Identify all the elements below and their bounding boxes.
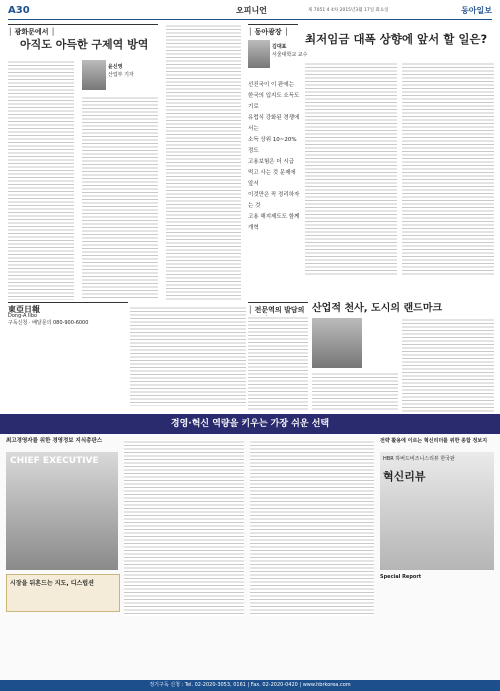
ad-banner[interactable]: 경영·혁신 역량을 키우는 가장 쉬운 선택	[0, 414, 500, 434]
publisher-sub: Dong-A Ilbo	[8, 313, 38, 319]
article-text	[248, 316, 308, 412]
article-text	[402, 62, 494, 276]
article-text	[82, 96, 158, 300]
ad-left-head: 최고경영자를 위한 경영정보 지식총판스	[6, 438, 103, 444]
column-tag: │ 광화문에서 │	[8, 24, 158, 37]
section-title: 오피니언	[236, 6, 267, 15]
article-text	[166, 24, 241, 300]
quote-line: 먹고 사는 것 문제에 앞서	[248, 170, 296, 187]
magazine-sub: HBR 하버드비즈니스리뷰 한국판	[383, 456, 455, 462]
magazine-cover[interactable]	[6, 452, 118, 570]
newspaper-logo: 동아일보	[461, 6, 492, 15]
quote-line: 선진국이 이 판에는	[248, 82, 295, 88]
article-photo	[312, 318, 362, 368]
ad-footer: 정기구독 신청 : Tel. 02-2020-3053, 0161 | Fax. 02-2020-0420 | www.hbrkorea.com	[149, 682, 351, 688]
quote-line: 이것만은 꼭 정리하자는 것	[248, 192, 300, 209]
column-tag: │ 동아광장 │	[248, 24, 298, 37]
quote-line: 유럽식 강화된 경쟁에서는	[248, 115, 300, 132]
author-name: 김대표	[272, 44, 287, 50]
author-affil: 서울대학교 교수	[272, 52, 308, 58]
ad-contents	[250, 440, 374, 616]
quote-line: 소득 상위 10~20% 정도	[248, 137, 297, 154]
author-name: 윤신영	[108, 64, 123, 70]
publisher-box	[8, 302, 128, 413]
quote-line: 고용보험은 더 시급	[248, 159, 295, 165]
ad-footer-bar	[0, 680, 500, 691]
magazine-cover[interactable]	[380, 452, 494, 570]
ad-promo[interactable]	[6, 574, 120, 612]
magazine-title: CHIEF EXECUTIVE	[10, 456, 99, 466]
pull-quote	[248, 80, 300, 234]
magazine-title: 혁신리뷰	[383, 470, 426, 483]
ad-contents	[124, 440, 244, 616]
article-text	[305, 62, 397, 276]
quote-line: 한국의 입지도 소득도 기로	[248, 93, 300, 110]
ad-right-head: 전략 활용에 이르는 혁신리더를 위한 종합 정보지	[380, 438, 488, 444]
page-header	[8, 5, 492, 20]
author-photo	[248, 40, 270, 68]
page-number: A30	[8, 5, 30, 16]
column-title: 최저임금 대폭 상향에 앞서 할 일은?	[305, 32, 488, 46]
column-title: 아직도 아득한 구제역 방역	[20, 38, 149, 51]
special-report: Special Report	[380, 574, 422, 580]
article-text	[312, 372, 398, 412]
column-tag: │ 전문역의 발담의	[248, 302, 308, 325]
publisher-name: 東亞日報	[8, 305, 40, 314]
publisher-info: 구독신청 · 배달문의 080-900-6000	[8, 320, 89, 326]
article-text	[402, 318, 494, 412]
issue-date: 제 7051 4 4차 2015년3월 17일 화요일	[308, 8, 389, 13]
column-title: 산업적 천사, 도시의 랜드마크	[312, 303, 443, 314]
masthead-info	[130, 306, 246, 406]
author-photo	[82, 60, 106, 90]
quote-line: 고용 해지제도도 함께 개혁	[248, 214, 300, 231]
author-affil: 산업부 기자	[108, 72, 134, 78]
article-text	[8, 60, 74, 300]
promo-text: 시장을 뒤흔드는 지도, 디스럽션	[10, 580, 94, 587]
